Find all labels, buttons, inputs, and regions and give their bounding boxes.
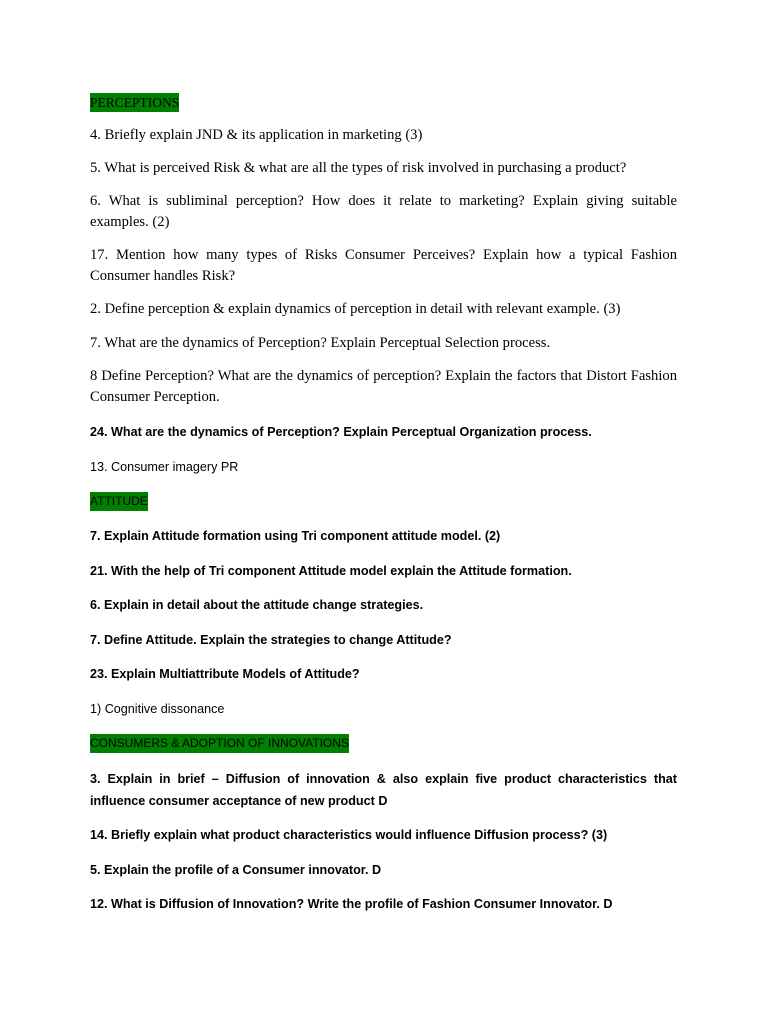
question-item: 4. Briefly explain JND & its application in marketing (3)	[90, 127, 423, 143]
question-item: 3. Explain in brief – Diffusion of innovation & also explain five product characteristics that influence consumer acceptance of new product D	[90, 772, 677, 808]
question-item: 8 Define Perception? What are the dynamics of perception? Explain the factors that Distort Fashion Consumer Perception.	[90, 368, 677, 405]
section-heading-perceptions	[90, 93, 179, 112]
question-item: 7. Explain Attitude formation using Tri component attitude model. (2)	[90, 529, 501, 543]
question-item: 21. With the help of Tri component Attitude model explain the Attitude formation.	[90, 564, 572, 578]
heading-innovations: CONSUMERS & ADOPTION OF INNOVATIONS	[90, 734, 349, 753]
question-item: 14. Briefly explain what product characteristics would influence Diffusion process? (3)	[90, 828, 608, 842]
question-item: 17. Mention how many types of Risks Consumer Perceives? Explain how a typical Fashion Consumer handles Risk?	[90, 247, 677, 284]
question-item: 23. Explain Multiattribute Models of Attitude?	[90, 667, 360, 681]
question-item: 12. What is Diffusion of Innovation? Write the profile of Fashion Consumer Innovator. D	[90, 897, 613, 911]
question-item: 5. Explain the profile of a Consumer innovator. D	[90, 863, 382, 877]
question-item: 6. What is subliminal perception? How does it relate to marketing? Explain giving suitable examples. (2)	[90, 193, 677, 230]
heading-attitude: ATTITUDE	[90, 492, 148, 511]
question-item: 24. What are the dynamics of Perception? Explain Perceptual Organization process.	[90, 425, 592, 439]
question-item: 13. Consumer imagery PR	[90, 460, 239, 474]
section-heading-attitude	[90, 492, 148, 511]
question-item: 1) Cognitive dissonance	[90, 702, 225, 716]
question-item: 7. Define Attitude. Explain the strategies to change Attitude?	[90, 633, 452, 647]
question-item: 5. What is perceived Risk & what are all the types of risk involved in purchasing a product?	[90, 160, 627, 176]
section-heading-innovations	[90, 734, 349, 753]
heading-perceptions: PERCEPTIONS	[90, 95, 180, 110]
question-item: 6. Explain in detail about the attitude change strategies.	[90, 598, 424, 612]
question-item: 2. Define perception & explain dynamics of perception in detail with relevant example. (3)	[90, 301, 621, 317]
question-item: 7. What are the dynamics of Perception? Explain Perceptual Selection process.	[90, 335, 551, 351]
